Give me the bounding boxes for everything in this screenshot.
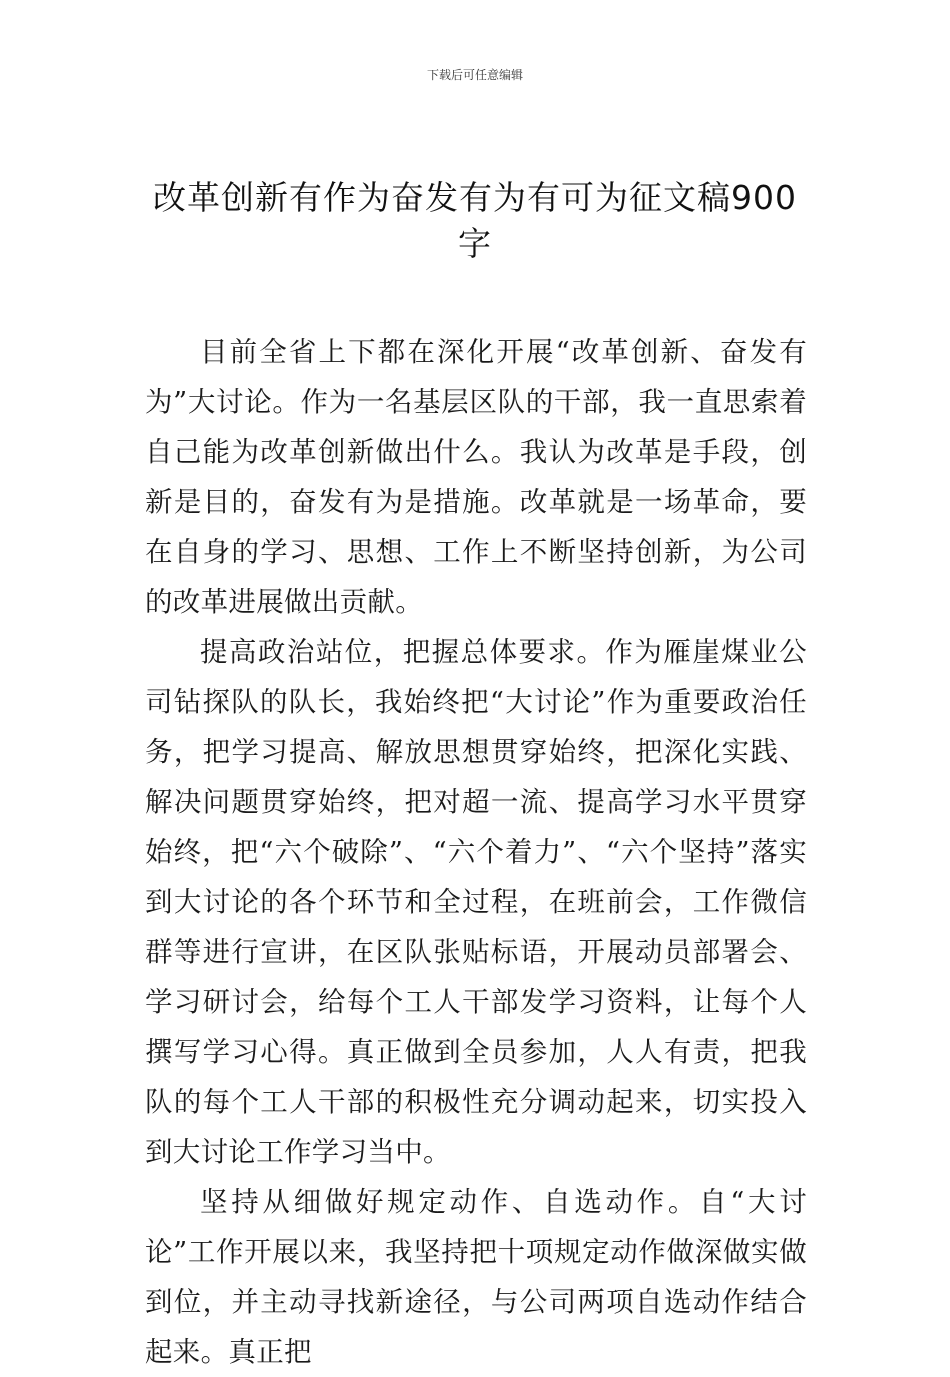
header-note: 下载后可任意编辑 — [426, 68, 523, 82]
document-body — [145, 327, 807, 1377]
paragraph-intro: 目前全省上下都在深化开展“改革创新、奋发有为”大讨论。作为一名基层区队的干部，我一直思索着自己能为改革创新做出什么。我认为改革是手段，创新是目的，奋发有为是措施。改革就是一场革命，要在自身的学习、思想、工作上不断坚持创新，为公司的改革进展做出贡献。 — [145, 336, 807, 618]
paragraph-actions: 坚持从细做好规定动作、自选动作。自“大讨论”工作开展以来，我坚持把十项规定动作做深做实做到位，并主动寻找新途径，与公司两项自选动作结合起来。真正把 — [145, 1186, 807, 1368]
document-title: 改革创新有作为奋发有为有可为征文稿900字 — [153, 178, 797, 263]
paragraph-political-stance: 提高政治站位，把握总体要求。作为雁崖煤业公司钻探队的队长，我始终把“大讨论”作为重要政治任务，把学习提高、解放思想贯穿始终，把深化实践、解决问题贯穿始终，把对超一流、提高学习水平贯穿始终，把“六个破除”、“六个着力”、“六个坚持”落实到大讨论的各个环节和全过程，在班前会，工作微信群等进行宣讲，在区队张贴标语，开展动员部署会、学习研讨会，给每个工人干部发学习资料，让每个人撰写学习心得。真正做到全员参加，人人有责，把我队的每个工人干部的积极性充分调动起来，切实投入到大讨论工作学习当中。 — [145, 636, 807, 1168]
